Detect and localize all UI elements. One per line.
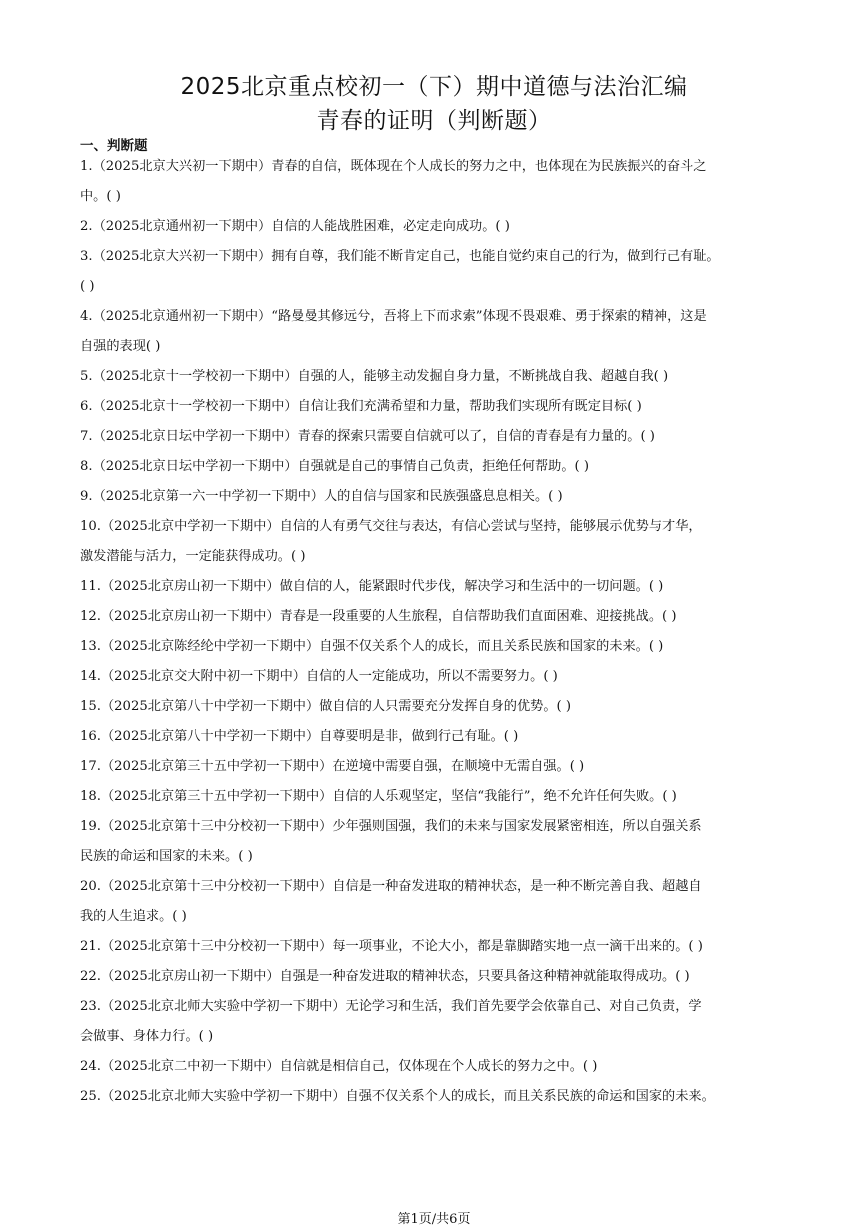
question-item [80, 242, 792, 302]
question-text-line: 14.（2025北京交大附中初一下期中）自信的人一定能成功，所以不需要努力。( ) [80, 669, 558, 684]
question-text-line: 12.（2025北京房山初一下期中）青春是一段重要的人生旅程，自信帮助我们直面困难、迎接挑战。( ) [80, 609, 677, 624]
question-item [80, 872, 792, 932]
question-text-line: 自强的表现( ) [80, 339, 161, 354]
question-text-line: 10.（2025北京中学初一下期中）自信的人有勇气交往与表达，有信心尝试与坚持，能够展示优势与才华， [80, 519, 702, 534]
question-text-line: 11.（2025北京房山初一下期中）做自信的人，能紧跟时代步伐，解决学习和生活中的一切问题。( ) [80, 579, 664, 594]
question-text-line: 15.（2025北京第八十中学初一下期中）做自信的人只需要充分发挥自身的优势。( ) [80, 699, 572, 714]
question-item [80, 392, 792, 422]
question-item [80, 992, 792, 1052]
question-item [80, 512, 792, 572]
question-text-line: 22.（2025北京房山初一下期中）自强是一种奋发进取的精神状态，只要具备这种精神就能取得成功。( ) [80, 969, 690, 984]
page-footer: 第1页/共6页 [397, 1212, 471, 1227]
question-text-line: 13.（2025北京陈经纶中学初一下期中）自强不仅关系个人的成长，而且关系民族和国家的未来。( ) [80, 639, 664, 654]
question-item [80, 1082, 792, 1112]
question-text-line: 23.（2025北京北师大实验中学初一下期中）无论学习和生活，我们首先要学会依靠自己、对自己负责，学 [80, 999, 702, 1014]
question-item [80, 782, 792, 812]
question-item [80, 602, 792, 632]
question-item [80, 692, 792, 722]
question-text-line: 激发潜能与活力，一定能获得成功。( ) [80, 549, 306, 564]
question-text-line: 16.（2025北京第八十中学初一下期中）自尊要明是非，做到行己有耻。( ) [80, 729, 519, 744]
question-text-line: 民族的命运和国家的未来。( ) [80, 849, 253, 864]
question-item [80, 632, 792, 662]
question-text-line: 我的人生追求。( ) [80, 909, 187, 924]
question-text-line: 19.（2025北京第十三中分校初一下期中）少年强则国强，我们的未来与国家发展紧密相连，所以自强关系 [80, 819, 702, 834]
question-text-line: 25.（2025北京北师大实验中学初一下期中）自强不仅关系个人的成长，而且关系民族的命运和国家的未来。 [80, 1089, 715, 1104]
question-item [80, 812, 792, 872]
question-item [80, 152, 792, 212]
question-item [80, 1052, 792, 1082]
question-text-line: 9.（2025北京第一六一中学初一下期中）人的自信与国家和民族强盛息息相关。( ) [80, 489, 563, 504]
question-item [80, 932, 792, 962]
document-subtitle: 青春的证明（判断题） [316, 108, 552, 134]
question-text-line: 2.（2025北京通州初一下期中）自信的人能战胜困难，必定走向成功。( ) [80, 219, 510, 234]
question-item [80, 302, 792, 362]
question-text-line: 18.（2025北京第三十五中学初一下期中）自信的人乐观坚定，坚信“我能行”，绝不允许任何失败。( ) [80, 789, 677, 804]
question-text-line: 6.（2025北京十一学校初一下期中）自信让我们充满希望和力量，帮助我们实现所有既定目标( ) [80, 399, 642, 414]
question-item [80, 962, 792, 992]
question-text-line: 20.（2025北京第十三中分校初一下期中）自信是一种奋发进取的精神状态，是一种不断完善自我、超越自 [80, 879, 702, 894]
question-text-line: 中。( ) [80, 189, 121, 204]
question-text-line: 1.（2025北京大兴初一下期中）青春的自信，既体现在个人成长的努力之中，也体现在为民族振兴的奋斗之 [80, 159, 707, 174]
question-item [80, 752, 792, 782]
question-text-line: 5.（2025北京十一学校初一下期中）自强的人，能够主动发掘自身力量，不断挑战自我、超越自我( ) [80, 369, 669, 384]
question-text-line: 7.（2025北京日坛中学初一下期中）青春的探索只需要自信就可以了，自信的青春是有力量的。( ) [80, 429, 655, 444]
document-title: 2025北京重点校初一（下）期中道德与法治汇编 [180, 74, 688, 100]
question-text-line: 17.（2025北京第三十五中学初一下期中）在逆境中需要自强，在顺境中无需自强。( ) [80, 759, 585, 774]
question-item [80, 362, 792, 392]
question-item [80, 482, 792, 512]
question-item [80, 422, 792, 452]
question-list [80, 152, 792, 1112]
section-heading: 一、判断题 [80, 138, 148, 154]
question-text-line: 21.（2025北京第十三中分校初一下期中）每一项事业，不论大小，都是靠脚踏实地一点一滴干出来的。( ) [80, 939, 703, 954]
question-item [80, 572, 792, 602]
question-item [80, 662, 792, 692]
question-text-line: 会做事、身体力行。( ) [80, 1029, 214, 1044]
question-text-line: 8.（2025北京日坛中学初一下期中）自强就是自己的事情自己负责，拒绝任何帮助。( ) [80, 459, 589, 474]
question-text-line: 24.（2025北京二中初一下期中）自信就是相信自己，仅体现在个人成长的努力之中。( ) [80, 1059, 598, 1074]
question-item [80, 452, 792, 482]
question-text-line: 4.（2025北京通州初一下期中）“路曼曼其修远兮，吾将上下而求索”体现不畏艰难、勇于探索的精神，这是 [80, 309, 707, 324]
question-text-line: 3.（2025北京大兴初一下期中）拥有自尊，我们能不断肯定自己，也能自觉约束自己的行为，做到行己有耻。 [80, 249, 720, 264]
question-item [80, 212, 792, 242]
question-text-line: ( ) [80, 279, 95, 294]
question-item [80, 722, 792, 752]
